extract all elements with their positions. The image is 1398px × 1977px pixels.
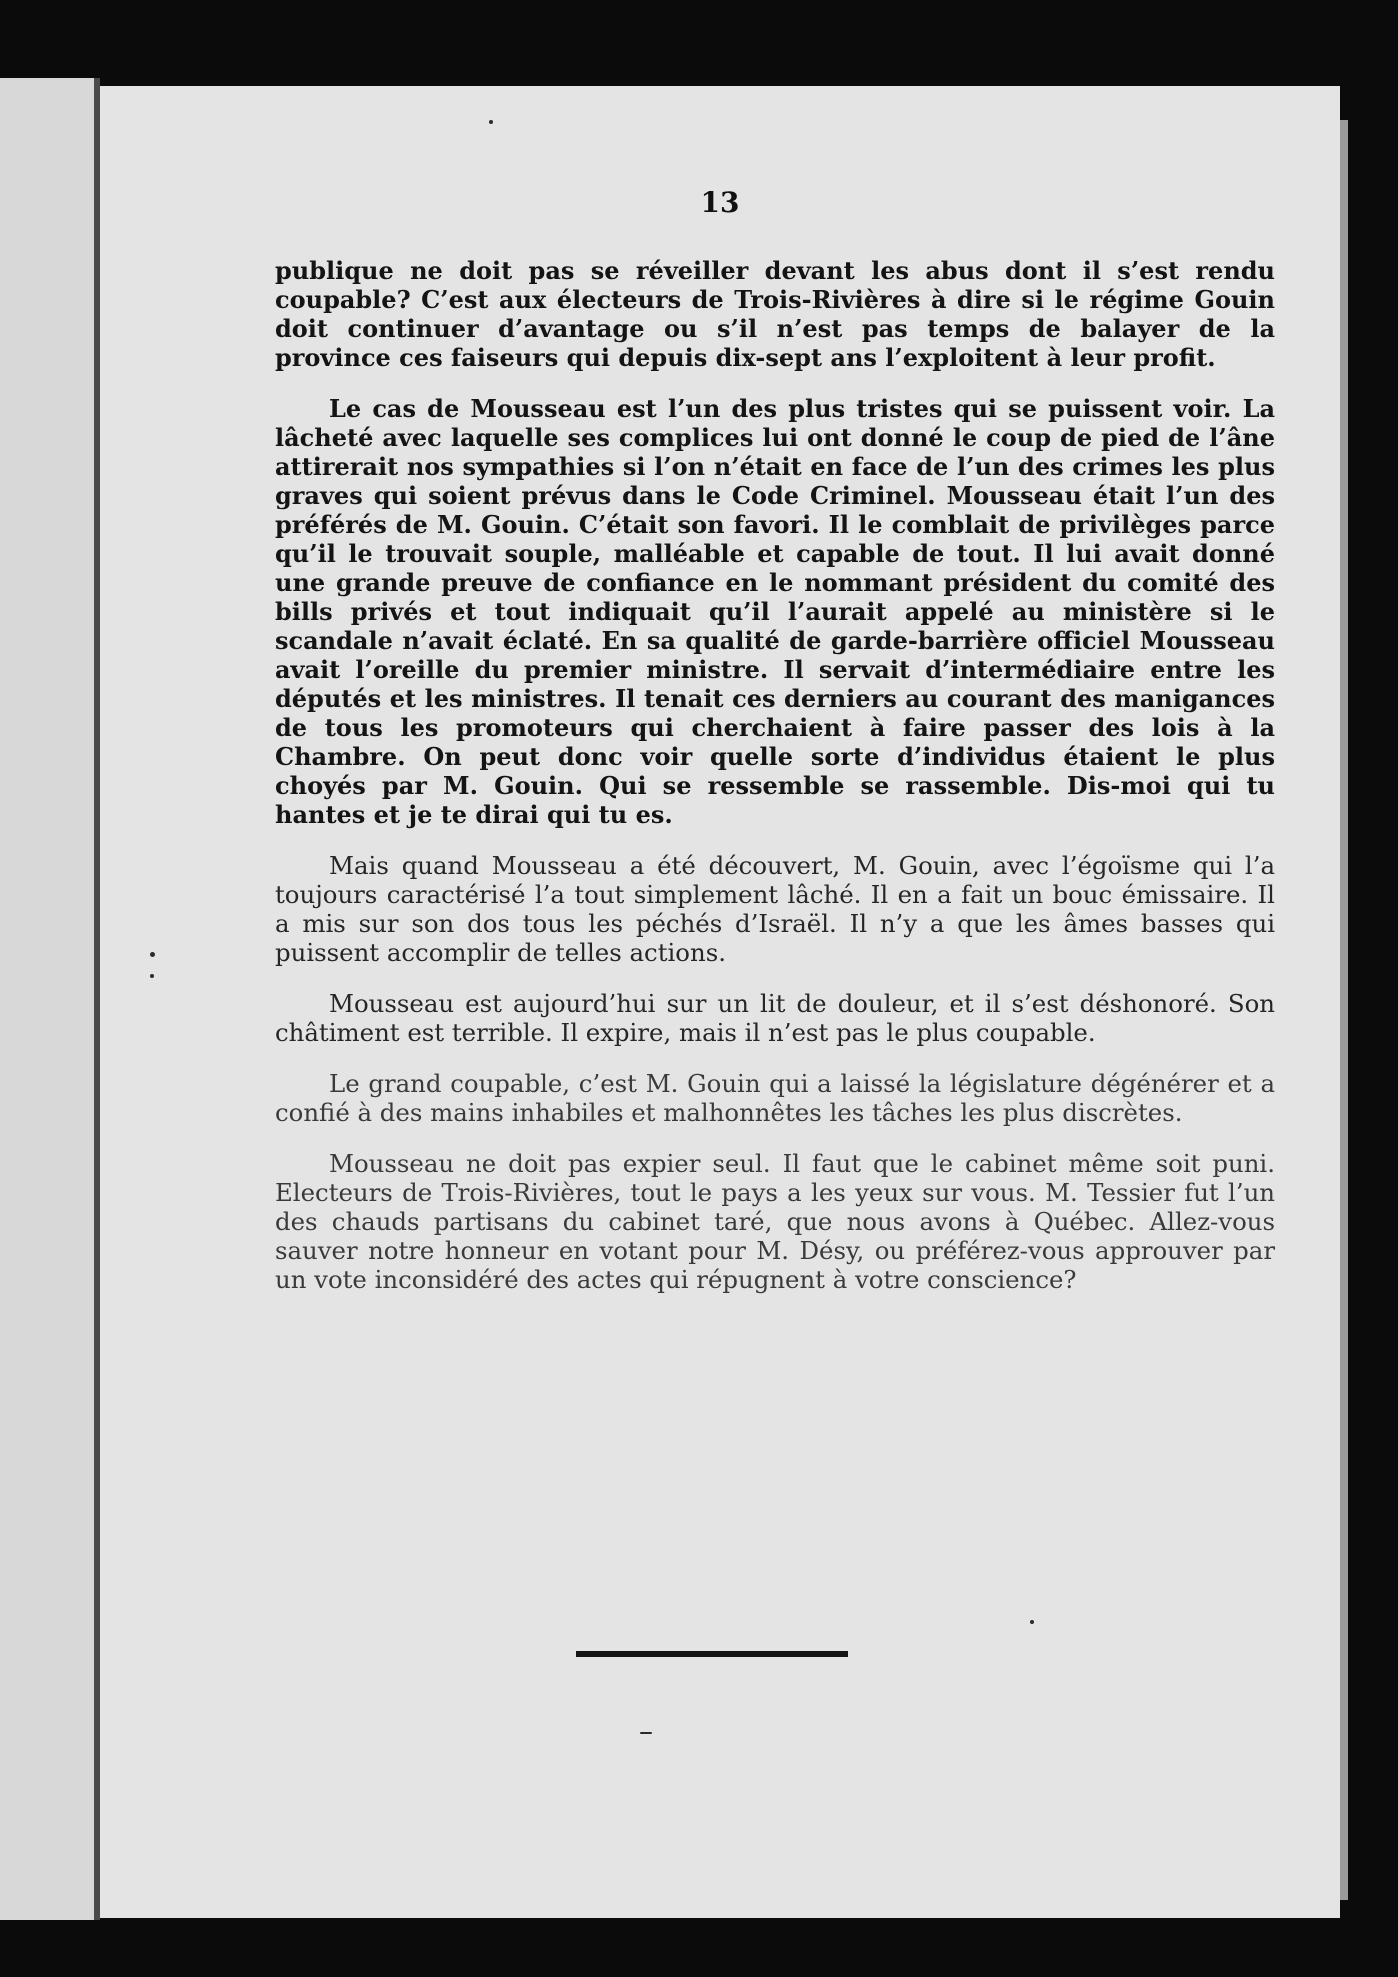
paragraph-mousseau-case: Le cas de Mousseau est l’un des plus tristes qui se puissent voir. La lâcheté avec laquelle ses complices lui ont donné le coup de pied de l’âne attirerait nos sympathies si l’on n’était en face de l’un des crimes les plus graves qui soient prévus dans le Code Criminel. Mousseau était l’un des préférés de M. Gouin. C’était son favori. Il le comblait de privilèges parce qu’il le trouvait souple, malléable et capable de tout. Il lui avait donné une grande preuve de confiance en le nommant président du comité des bills privés et tout indiquait qu’il l’aurait appelé au ministère si le scandale n’avait éclaté. En sa qualité de garde-barrière officiel Mousseau avait l’oreille du premier ministre. Il servait d’intermédiaire entre les députés et les ministres. Il tenait ces derniers au courant des manigances de tous les promoteurs qui cherchaient à faire passer des lois à la Chambre. On peut donc voir quelle sorte d’individus étaient le plus choyés par M. Gouin. Qui se ressemble se rassemble. Dis-moi qui tu hantes et je te dirai qui tu es.	[275, 394, 1275, 829]
page-number: 13	[700, 186, 740, 219]
paragraph-appeal-to-electors: Mousseau ne doit pas expier seul. Il faut que le cabinet même soit puni. Electeurs de Trois-Rivières, tout le pays a les yeux sur vous. M. Tessier fut l’un des chauds partisans du cabinet taré, que nous avons à Québec. Allez-vous sauver notre honneur en votant pour M. Désy, ou préférez-vous approuver par un vote inconsidéré des actes qui répugnent à votre conscience?	[275, 1149, 1275, 1294]
paragraph-continuation: publique ne doit pas se réveiller devant les abus dont il s’est rendu coupable? C’est aux électeurs de Trois-Rivières à dire si le régime Gouin doit continuer d’avantage ou s’il n’est pas temps de balayer de la province ces faiseurs qui depuis dix-sept ans l’exploitent à leur profit.	[275, 256, 1275, 372]
scan-speck	[640, 1732, 652, 1734]
paragraph-grand-coupable: Le grand coupable, c’est M. Gouin qui a laissé la législature dégénérer et a confié à des mains inhabiles et malhonnêtes les tâches les plus discrètes.	[275, 1069, 1275, 1127]
previous-page-margin	[0, 78, 98, 1920]
body-text	[275, 256, 1275, 1316]
scan-speck	[150, 974, 154, 978]
page-right-edge-shadow	[1340, 120, 1348, 1900]
paragraph-mousseau-punishment: Mousseau est aujourd’hui sur un lit de douleur, et il s’est déshonoré. Son châtiment est terrible. Il expire, mais il n’est pas le plus coupable.	[275, 989, 1275, 1047]
scan-speck	[150, 952, 155, 957]
scan-speck	[1030, 1620, 1034, 1624]
end-of-text-rule	[576, 1651, 848, 1657]
paragraph-gouin-abandonment: Mais quand Mousseau a été découvert, M. Gouin, avec l’égoïsme qui l’a toujours caractérisé l’a tout simplement lâché. Il en a fait un bouc émissaire. Il a mis sur son dos tous les péchés d’Israël. Il n’y a que les âmes basses qui puissent accomplir de telles actions.	[275, 851, 1275, 967]
document-page	[100, 86, 1340, 1918]
scan-speck	[489, 120, 493, 124]
